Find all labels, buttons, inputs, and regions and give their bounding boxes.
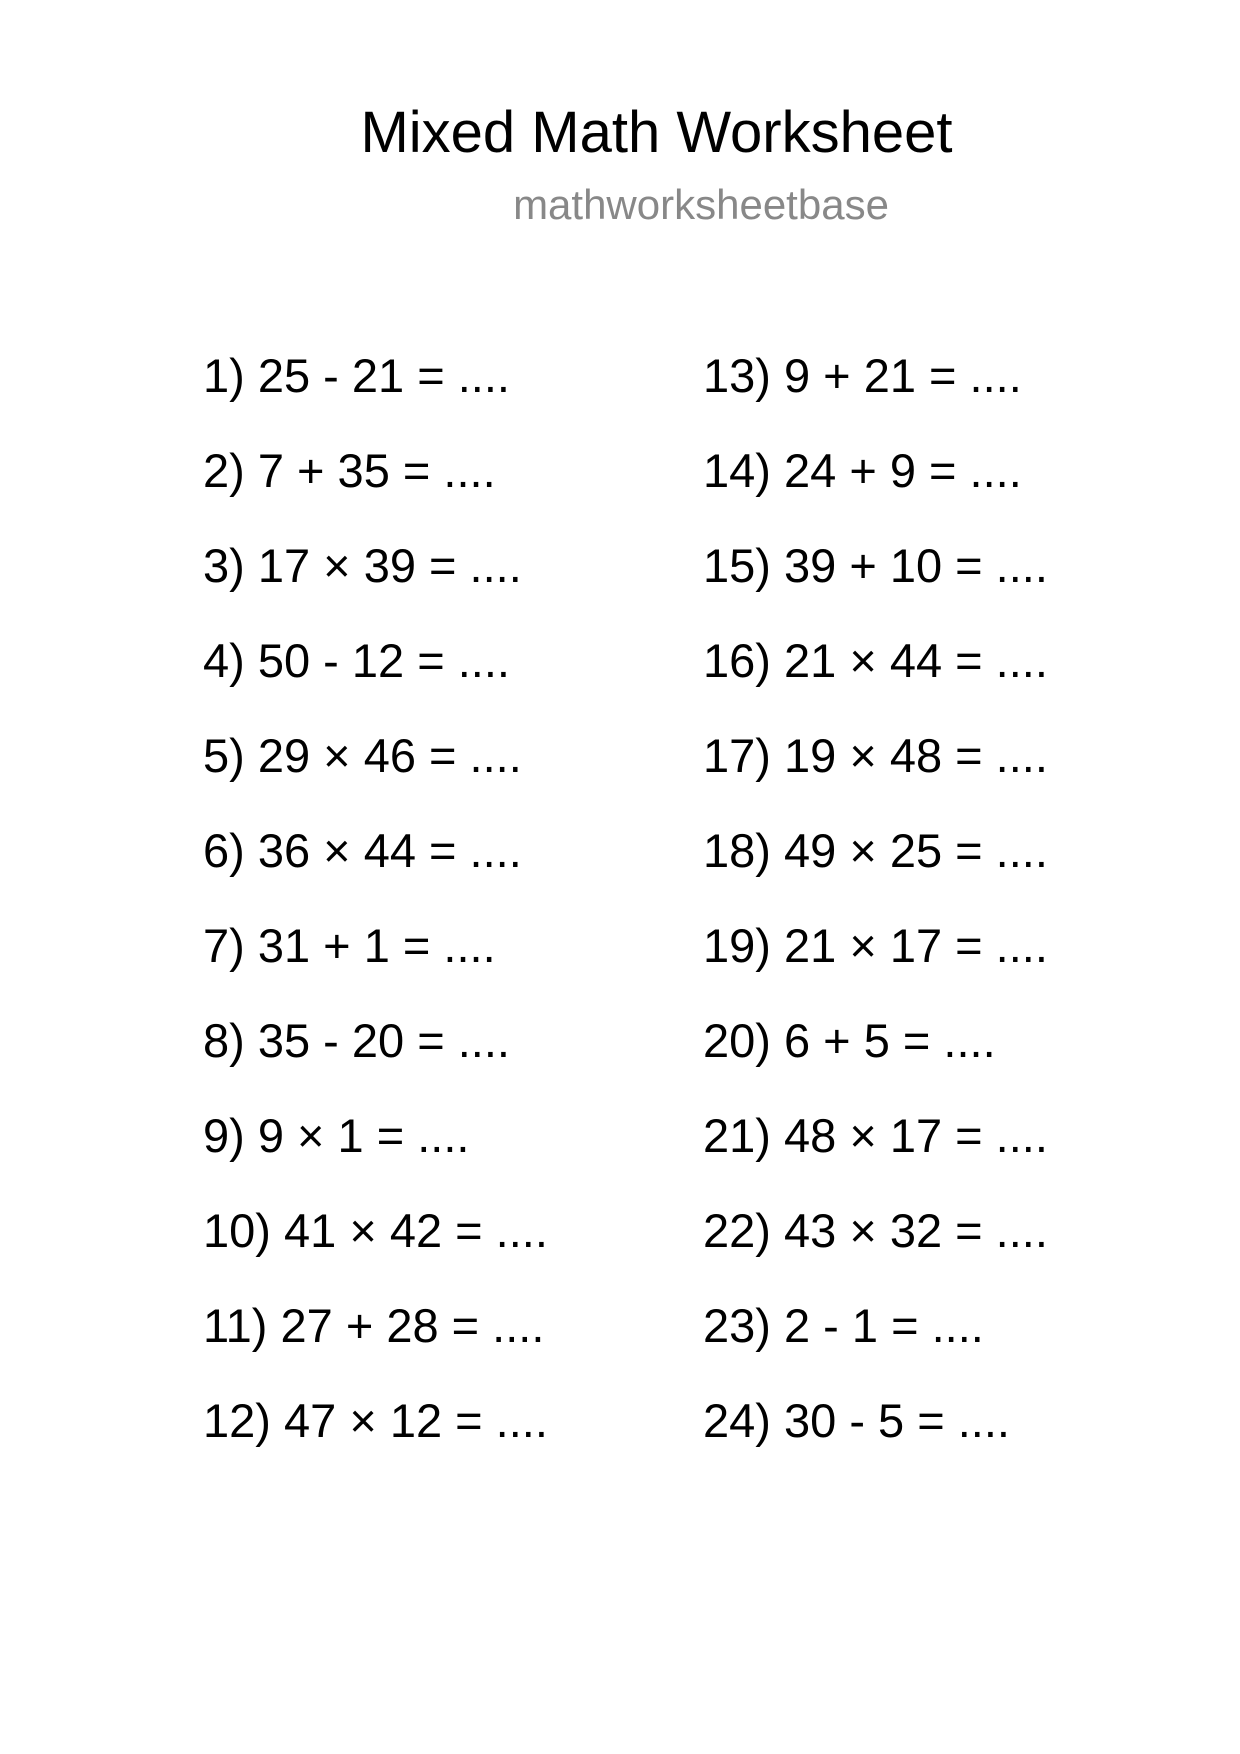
problem-item: 24) 30 - 5 = .... [703,1394,1010,1447]
problem-item: 2) 7 + 35 = .... [203,444,496,497]
problem-item: 3) 17 × 39 = .... [203,539,522,592]
problem-item: 8) 35 - 20 = .... [203,1014,510,1067]
problem-column-right [703,349,1048,1489]
problem-item: 22) 43 × 32 = .... [703,1204,1048,1257]
problem-item: 11) 27 + 28 = .... [203,1299,545,1352]
problem-item: 13) 9 + 21 = .... [703,349,1022,402]
problem-item: 20) 6 + 5 = .... [703,1014,996,1067]
problem-item: 18) 49 × 25 = .... [703,824,1048,877]
problem-item: 1) 25 - 21 = .... [203,349,510,402]
problem-item: 4) 50 - 12 = .... [203,634,510,687]
problem-item: 21) 48 × 17 = .... [703,1109,1048,1162]
problem-item: 19) 21 × 17 = .... [703,919,1048,972]
problem-item: 14) 24 + 9 = .... [703,444,1022,497]
problem-item: 9) 9 × 1 = .... [203,1109,470,1162]
problem-item: 16) 21 × 44 = .... [703,634,1048,687]
worksheet-source: mathworksheetbase [513,181,889,228]
worksheet-title: Mixed Math Worksheet [360,100,953,165]
problem-item: 17) 19 × 48 = .... [703,729,1048,782]
problem-item: 5) 29 × 46 = .... [203,729,522,782]
problem-item: 10) 41 × 42 = .... [203,1204,548,1257]
problem-item: 12) 47 × 12 = .... [203,1394,548,1447]
problem-column-left [203,349,548,1489]
problem-item: 7) 31 + 1 = .... [203,919,496,972]
problem-item: 15) 39 + 10 = .... [703,539,1048,592]
problem-item: 6) 36 × 44 = .... [203,824,522,877]
problem-item: 23) 2 - 1 = .... [703,1299,984,1352]
